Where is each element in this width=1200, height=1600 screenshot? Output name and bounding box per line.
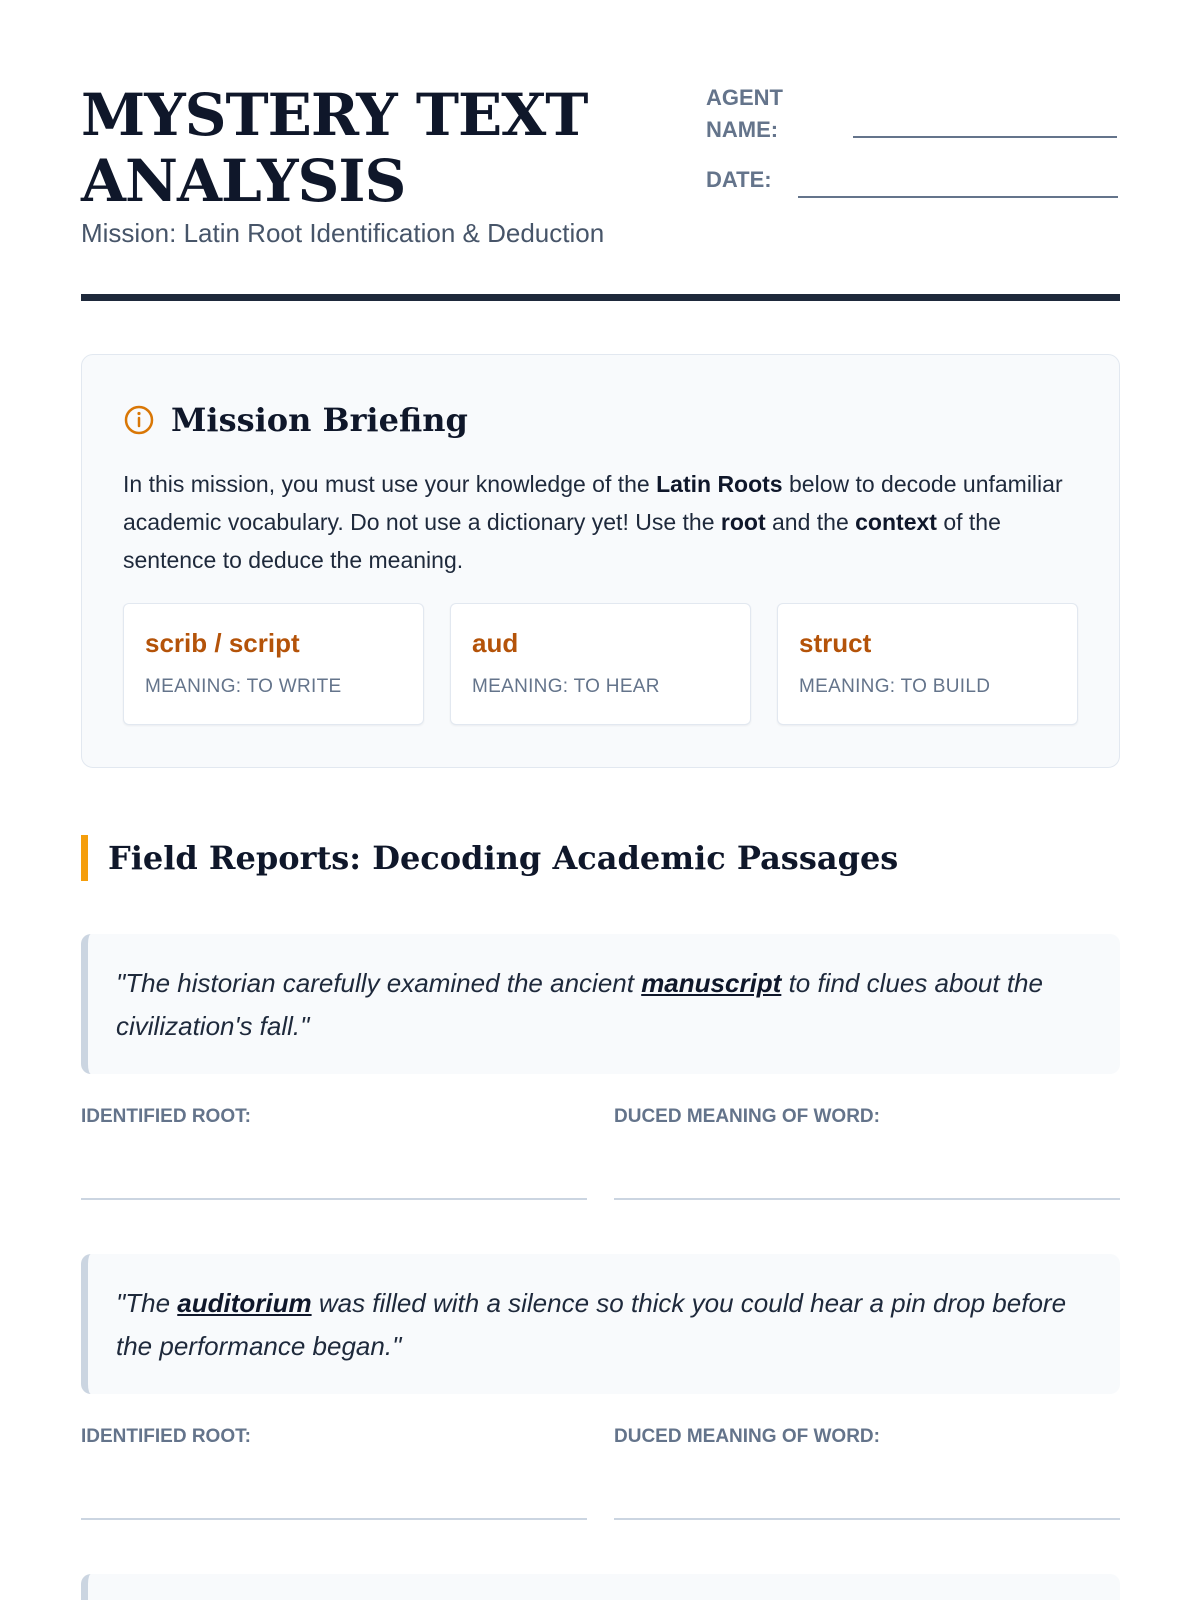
briefing-text-run: and the [765,509,856,535]
agent-name-label: AGENT NAME: [706,85,783,142]
root-meaning: MEANING: TO HEAR [472,676,660,697]
root-meaning: MEANING: TO WRITE [145,676,342,697]
root-name: aud [472,628,519,658]
header-divider [81,294,1120,301]
identified-root-label: IDENTIFIED ROOT: [81,1106,251,1127]
root-name: struct [799,628,872,658]
passage-text-after: to find clues about the civilization's fall." [116,968,1043,1041]
passage-quote [81,934,1120,1074]
info-icon [123,404,155,436]
root-meaning: MEANING: TO BUILD [799,676,991,697]
deduced-meaning-label: DUCED MEANING OF WORD: [614,1426,880,1447]
briefing-header [123,401,468,439]
identified-root-field[interactable] [81,1198,587,1200]
passage-text-after: was filled with a silence so thick you could hear a pin drop before the performance began." [116,1288,1067,1361]
passage-text [116,1282,1086,1368]
deduced-meaning-label: DUCED MEANING OF WORD: [614,1106,880,1127]
deduced-meaning-field[interactable] [614,1518,1120,1520]
briefing-emphasis: context [855,509,937,535]
worksheet-header [81,82,1120,262]
date-row [706,164,1118,196]
deduced-meaning-field[interactable] [614,1198,1120,1200]
identified-root-field[interactable] [81,1518,587,1520]
passage-text [116,962,1086,1048]
passage-text-before: "The [116,1288,178,1318]
mission-briefing-panel [81,354,1120,768]
page-title: MYSTERY TEXT ANALYSIS [81,81,588,215]
page-subtitle: Mission: Latin Root Identification & Deduction [81,218,605,248]
passage-quote [81,1254,1120,1394]
briefing-text [123,465,1063,579]
field-reports-heading [81,835,898,881]
root-name: scrib / script [145,628,300,658]
date-field[interactable] [798,196,1118,198]
agent-name-field[interactable] [853,136,1117,138]
briefing-text-run: In this mission, you must use your knowledge of the [123,471,657,497]
briefing-emphasis: root [720,509,766,535]
identified-root-label: IDENTIFIED ROOT: [81,1426,251,1447]
root-card [450,603,751,725]
root-card [777,603,1078,725]
root-card [123,603,424,725]
passage-text-before: "The historian carefully examined the ancient [116,968,642,998]
briefing-emphasis: Latin Roots [656,471,783,497]
agent-name-row [706,82,1117,146]
briefing-text-run: of the sentence to deduce the meaning. [123,509,1001,573]
passage-keyword: auditorium [177,1288,312,1318]
briefing-text-run: below to decode unfamiliar academic vocabulary. Do not use a dictionary yet! Use the [123,471,1063,535]
section-title: Field Reports: Decoding Academic Passages [108,839,899,877]
passage-quote [81,1574,1120,1600]
section-accent-bar [81,835,88,881]
briefing-title: Mission Briefing [171,401,468,439]
passage-keyword: manuscript [641,968,782,998]
date-label: DATE: [706,167,772,192]
